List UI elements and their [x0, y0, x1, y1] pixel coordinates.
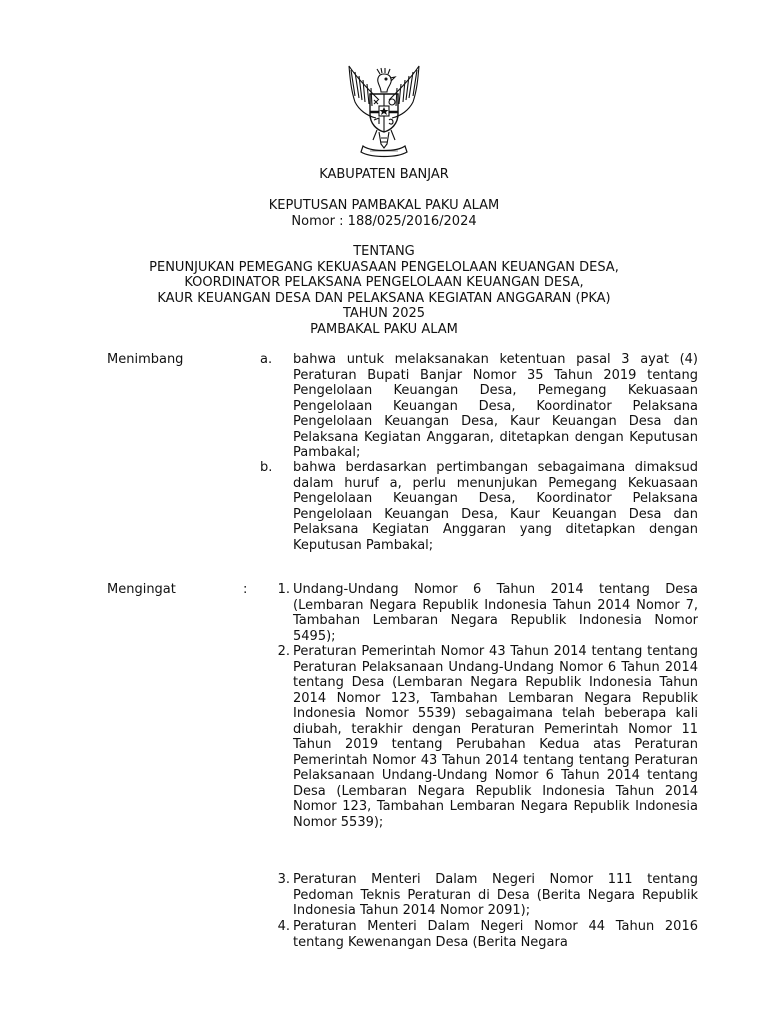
mengingat-item-3: [260, 872, 698, 919]
menimbang-item-a: [260, 352, 698, 461]
list-item-text: Peraturan Menteri Dalam Negeri Nomor 44 Tahun 2016 tentang Kewenangan Desa (Berita Negara: [293, 919, 698, 950]
subject-line-3: KAUR KEUANGAN DESA DAN PELAKSANA KEGIATAN ANGGARAN (PKA): [157, 290, 611, 306]
menimbang-label: Menimbang: [107, 352, 184, 367]
header-block: [0, 167, 768, 183]
list-marker: 4.: [277, 919, 290, 934]
list-marker: 1.: [277, 582, 290, 597]
list-item-text: Undang-Undang Nomor 6 Tahun 2014 tentang Desa (Lembaran Negara Republik Indonesia Tahun 2014 Nomor 7, Tambahan Lembaran Negara Republik Indonesia Nomor 5495);: [293, 582, 698, 644]
menimbang-item-b: [260, 460, 698, 553]
mengingat-item-4: [260, 919, 698, 950]
list-item-text: bahwa berdasarkan pertimbangan sebagaimana dimaksud dalam huruf a, perlu menunjukan Pemegang Kekuasaan Pengelolaan Keuangan Desa, Koordinator Pelaksana Pengelolaan Keuangan Desa, Kaur Keuangan Desa dan Pelaksana Kegiatan Anggaran yang ditetapkan dengan Keputusan Pambakal;: [293, 460, 698, 553]
garuda-pancasila-emblem-icon: [343, 60, 425, 164]
mengingat-colon: :: [243, 582, 248, 597]
list-marker: a.: [260, 352, 273, 367]
subject-line-4: TAHUN 2025: [342, 306, 426, 321]
mengingat-item-1: [260, 582, 698, 644]
region-name: KABUPATEN BANJAR: [319, 167, 449, 182]
subject-line-1: PENUNJUKAN PEMEGANG KEKUASAAN PENGELOLAAN KEUANGAN DESA,: [149, 259, 619, 275]
about-label: TENTANG: [353, 244, 415, 259]
subject-line-2: KOORDINATOR PELAKSANA PENGELOLAAN KEUANGAN DESA,: [184, 275, 584, 290]
list-item-text: bahwa untuk melaksanakan ketentuan pasal 3 ayat (4) Peraturan Bupati Banjar Nomor 35 Tahun 2019 tentang Pengelolaan Keuangan Desa, Pemegang Kekuasaan Pengelolaan Keuangan Desa, Koordinator Pelaksana Pengelolaan Keuangan Desa, Kaur Keuangan Desa dan Pelaksana Kegiatan Anggaran, ditetapkan dengan Keputusan Pambakal;: [293, 352, 698, 460]
mengingat-label: Mengingat: [107, 582, 176, 597]
issuer-name: PAMBAKAL PAKU ALAM: [310, 321, 458, 337]
list-item-text: Peraturan Menteri Dalam Negeri Nomor 111 tentang Pedoman Teknis Peraturan di Desa (Berita Negara Republik Indonesia Tahun 2014 Nomor 2091);: [293, 872, 698, 918]
list-marker: b.: [260, 460, 273, 475]
decree-number: Nomor : 188/025/2016/2024: [291, 213, 477, 229]
decree-title: KEPUTUSAN PAMBAKAL PAKU ALAM: [268, 198, 500, 213]
list-item-text: Peraturan Pemerintah Nomor 43 Tahun 2014 tentang tentang Peraturan Pelaksanaan Undang-Undang Nomor 6 Tahun 2014 tentang Desa (Lembaran Negara Republik Indonesia Tahun 2014 Nomor 123, Tambahan Lembaran Negara Republik Indonesia Nomor 5539) sebagaimana telah beberapa kali diubah, terakhir dengan Peraturan Pemerintah Nomor 11 Tahun 2019 tentang Perubahan Kedua atas Peraturan Pemerintah Nomor 43 Tahun 2014 tentang tentang Peraturan Pelaksanaan Undang-Undang Nomor 6 Tahun 2014 tentang Desa (Lembaran Negara Republik Indonesia Tahun 2014 Nomor 123, Tambahan Lembaran Negara Republik Indonesia Nomor 5539);: [293, 644, 698, 830]
mengingat-item-2: [260, 644, 698, 830]
list-marker: 2.: [277, 644, 290, 659]
decree-heading: [0, 198, 768, 229]
list-marker: 3.: [277, 872, 290, 887]
subject-block: [0, 244, 768, 337]
